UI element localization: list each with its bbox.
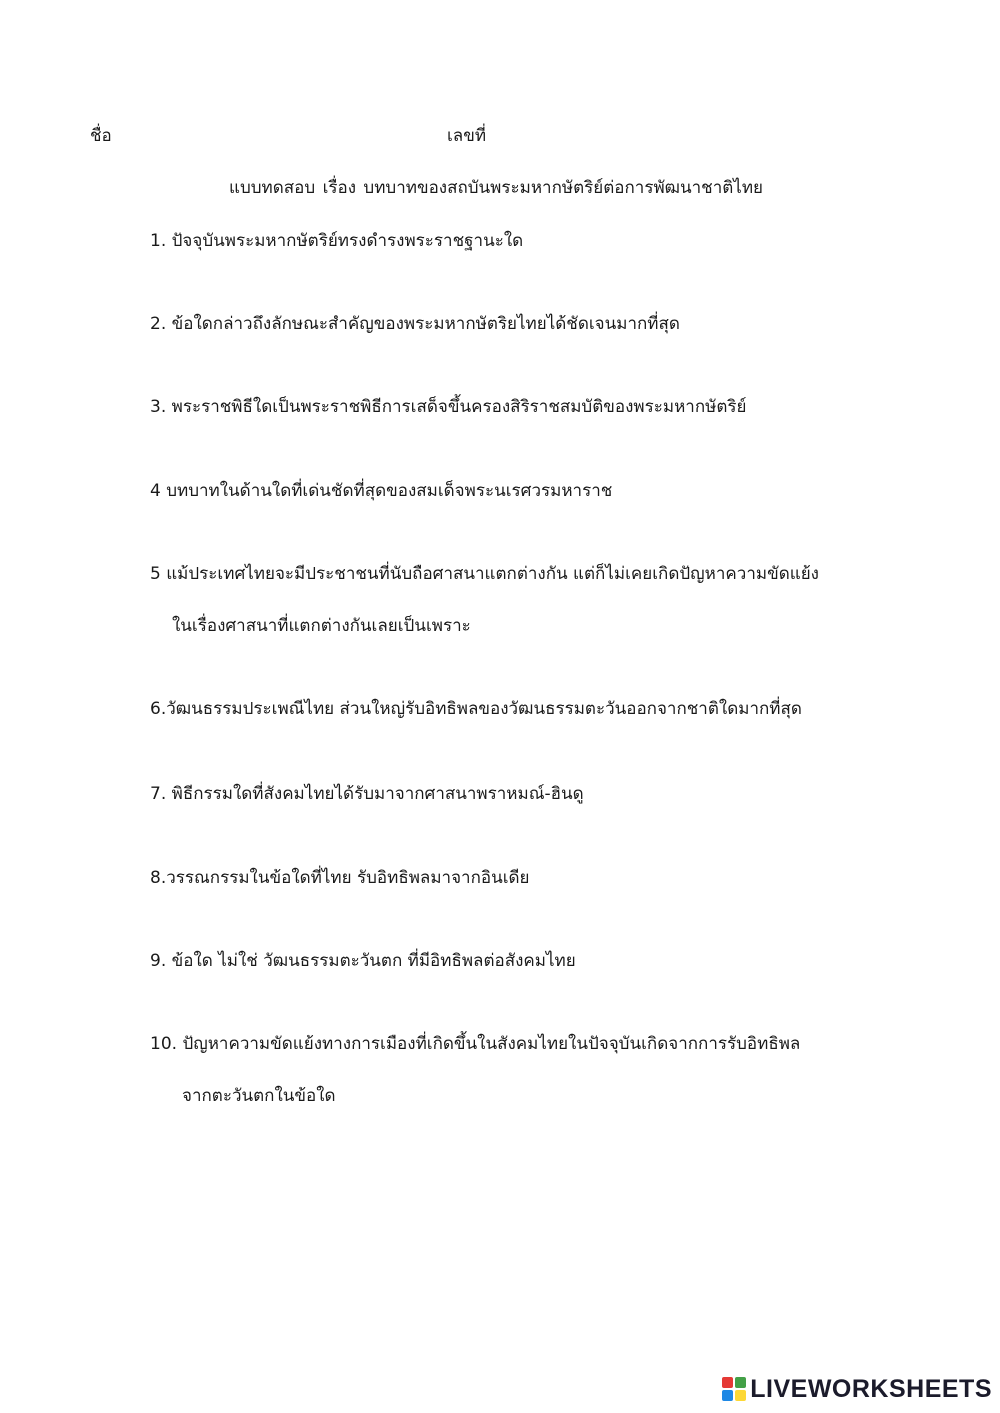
logo-blocks-icon — [722, 1377, 746, 1401]
logo-block-green — [735, 1377, 746, 1388]
worksheet-title: แบบทดสอบ เรื่อง บทบาทของสถบันพระมหากษัตริย์ต่อการพัฒนาชาติไทย — [229, 178, 764, 198]
question-6: 6.วัฒนธรรมประเพณีไทย ส่วนใหญ่รับอิทธิพลของวัฒนธรรมตะวันออกจากชาติใดมากที่สุด — [150, 699, 802, 719]
question-9: 9. ข้อใด ไม่ใช่ วัฒนธรรมตะวันตก ที่มีอิทธิพลต่อสังคมไทย — [150, 951, 576, 971]
question-3: 3. พระราชพิธีใดเป็นพระราชพิธีการเสด็จขึ้นครองสิริราชสมบัติของพระมหากษัตริย์ — [150, 397, 747, 417]
question-5: 5 แม้ประเทศไทยจะมีประชาชนที่นับถือศาสนาแตกต่างกัน แต่ก็ไม่เคยเกิดปัญหาความขัดแย้ง — [150, 564, 819, 584]
question-4: 4 บทบาทในด้านใดที่เด่นชัดที่สุดของสมเด็จพระนเรศวรมหาราช — [150, 481, 613, 501]
question-10: 10. ปัญหาความขัดแย้งทางการเมืองที่เกิดขึ้นในสังคมไทยในปัจจุบันเกิดจากการรับอิทธิพล — [150, 1034, 801, 1054]
logo-block-red — [722, 1377, 733, 1388]
question-2: 2. ข้อใดกล่าวถึงลักษณะสำคัญของพระมหากษัตริยไทยได้ชัดเจนมากที่สุด — [150, 314, 680, 334]
question-5-continuation: ในเรื่องศาสนาที่แตกต่างกันเลยเป็นเพราะ — [172, 616, 471, 636]
logo-text: LIVEWORKSHEETS — [750, 1375, 992, 1403]
question-10-continuation: จากตะวันตกในข้อใด — [182, 1086, 336, 1106]
logo-block-yellow — [735, 1390, 746, 1401]
liveworksheets-logo — [722, 1375, 992, 1403]
name-label: ชื่อ — [90, 126, 112, 146]
student-number-label: เลขที่ — [447, 126, 487, 146]
question-8: 8.วรรณกรรมในข้อใดที่ไทย รับอิทธิพลมาจากอินเดีย — [150, 868, 530, 888]
question-7: 7. พิธีกรรมใดที่สังคมไทยได้รับมาจากศาสนาพราหมณ์-ฮินดู — [150, 784, 584, 804]
logo-block-blue — [722, 1390, 733, 1401]
question-1: 1. ปัจจุบันพระมหากษัตริย์ทรงดำรงพระราชฐานะใด — [150, 231, 524, 251]
